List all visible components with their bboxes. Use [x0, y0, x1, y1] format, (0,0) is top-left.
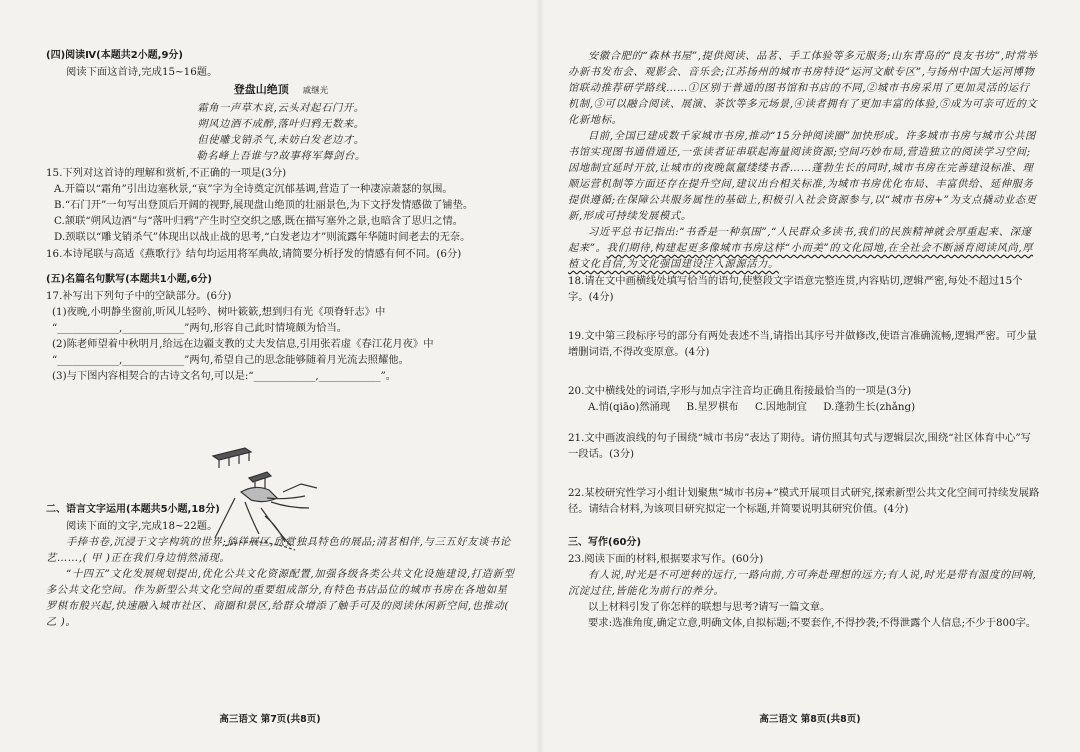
question-17-item-1-blanks: “____________,____________”两句,形容自己此时情境颇为恰当。 — [52, 322, 348, 334]
right-page — [540, 0, 1080, 752]
page-footer-7: 高三语文 第7页(共8页) — [219, 714, 321, 725]
section-5-header: (五)名篇名句默写(本题共1小题,6分) — [46, 274, 212, 285]
section-2-intro: 阅读下面的文字,完成18~22题。 — [66, 520, 218, 532]
question-17-item-3: (3)与下图内容相契合的古诗文名句,可以是:“____________,____________”。 — [52, 370, 397, 382]
question-20-option-b: B.星罗棋布 — [686, 401, 739, 413]
passage-paragraph-2: “十四五”文化发展规划提出,优化公共文化资源配置,加强各级各类公共文化设施建设,打造新型多公共文化空间。作为新型公共文化空间的重要组成部分,有特色书店品位的城市书房在各地如星罗棋布般兴起,快速融入城市社区、商圈和景区,给群众增添了触手可及的阅读休闲新空间,也推动( 乙 )。 — [46, 568, 515, 628]
passage-paragraph-4: 目前,全国已建成数千家城市书房,推动“15分钟阅读圈”加快形成。许多城市书房与城市公共图书馆实现图书通借通还,一张读者证串联起海量阅读资源;空间巧妙布局,营造独立的阅读学习空间;因地制宜延时开放,让城市的夜晚氤氲缕缕书香……蓬勃生长的同时,城市书房在完善建设标准、理顺运营机制等方面还存在提升空间,建议出台相关标准,为城市书房优化布局、丰富供给、延伸服务提供遵循;在保障公共服务属性的基础上,积极引入社会资源参与,以“城市书房+”为支点撬动业态更新,形成可持续发展模式。 — [568, 130, 1037, 222]
question-20-option-c: C.因地制宜 — [754, 401, 807, 413]
passage-paragraph-3: 安徽合肥的“森林书屋”,提供阅读、品茗、手工体验等多元服务;山东青岛的“良友书坊”,时常举办新书发布会、观影会、音乐会;江苏扬州的城市书房特设“运河文献专区”,与扬州中国大运河博物馆联动推荐研学路线……①区别于普通的图书馆和书店的不同,②城市书房采用了更加灵活的运行机制,③可以融合阅读、展演、茶饮等多元场景,④读者拥有了更加丰富的体验,⑤成为可亲可近的文化新地标。 — [568, 50, 1038, 126]
passage-paragraph-1: 手捧书卷,沉浸于文字构筑的世界;徜徉展区,欣赏独具特色的展品;清茗相伴,与三五好友谈书论艺……,( 甲 )正在我们身边悄然涌现。 — [46, 536, 511, 564]
page-footer-8: 高三语文 第8页(共8页) — [759, 714, 861, 725]
question-20-option-a: A.悄(qiāo)然涌现 — [588, 401, 671, 413]
section-4-header: (四)阅读Ⅳ(本题共2小题,9分) — [46, 50, 183, 61]
ink-sketch-illustration — [205, 438, 325, 554]
question-21: 21.文中画波浪线的句子围绕“城市书房”表达了期待。请仿照其句式与逻辑层次,围绕“社区体育中心”写一段话。(3分) — [568, 432, 1031, 460]
question-20-options — [568, 399, 1040, 415]
quote-sentence: 习近平总书记指出:“书香是一种氛围”,“人民群众多读书,我们的民族精神就会厚重起来、深邃起来”。 — [568, 226, 1032, 254]
essay-material: 有人说,时光是不可逆转的远行,一路向前,方可奔赴理想的远方;有人说,时光是带有温度的回响,沉淀过往,皆能化为前行的养分。 — [568, 569, 1037, 597]
question-16: 16.本诗尾联与高适《燕歌行》结句均运用将军典故,请简要分析抒发的情感有何不同。(6分) — [46, 248, 462, 260]
question-20-option-d: D.蓬勃生长(zhǎng) — [823, 401, 916, 413]
poem-author: 戚继光 — [302, 86, 329, 96]
poem-title-line — [46, 82, 516, 99]
section-3-header: 三、写作(60分) — [568, 537, 642, 548]
poem-title: 登盘山绝顶 — [233, 83, 289, 96]
question-15-option-d: D.颈联以“雕戈销杀气”体现出以战止战的思考,“白发老边才”则流露年华随时间老去的无奈。 — [54, 231, 471, 243]
question-17-item-1: (1)夜晚,小明静坐窗前,听风儿轻吟、树叶簌簌,想到归有光《项脊轩志》中 — [52, 306, 386, 318]
pavilion-sketch-icon — [205, 438, 325, 554]
question-22: 22.某校研究性学习小组计划聚焦“城市书房+”模式开展项目式研究,探索新型公共文化空间可持续发展路径。请结合材料,为该项目研究拟定一个标题,并简要说明其研究价值。(4分) — [568, 487, 1040, 515]
essay-requirements: 要求:选准角度,确定立意,明确文体,自拟标题;不要套作,不得抄袭;不得泄露个人信息;不少于800字。 — [588, 617, 1037, 629]
wavy-underlined-sentence: 我们期待,构建起更多像城市书房这样“小而美”的文化园地,在全社会不断涵育阅读风尚,厚植文化自信,为文化强国建设注入源源活力。 — [568, 242, 1034, 270]
question-15-option-c: C.颔联“朔风边酒”与“落叶归鸦”产生时空交织之感,既在描写塞外之景,也暗含了思归之情。 — [54, 215, 464, 227]
question-15-stem: 15.下列对这首诗的理解和赏析,不正确的一项是(3分) — [46, 167, 287, 179]
question-15-option-a: A.开篇以“霜角”引出边塞秋景,“哀”字为全诗奠定沉郁基调,营造了一种凄凉萧瑟的氛围。 — [54, 183, 453, 195]
poem-line: 霜角一声草木哀,云头对起石门开。 — [197, 102, 365, 114]
passage-paragraph-5 — [568, 224, 1040, 272]
question-17-stem: 17.补写出下列句子中的空缺部分。(6分) — [46, 290, 232, 302]
section-4-intro: 阅读下面这首诗,完成15~16题。 — [66, 66, 218, 78]
poem-line: 但使雕戈销杀气,未妨白发老边才。 — [197, 134, 365, 146]
poem-line: 勒名峰上吾谁与?故事将军舞剑台。 — [196, 150, 366, 162]
section-2-header: 二、语言文字运用(本题共5小题,18分) — [46, 504, 220, 515]
poem-line: 朔风边酒不成醉,落叶归鸦无数来。 — [197, 118, 365, 130]
question-23: 23.阅读下面的材料,根据要求写作。(60分) — [568, 553, 764, 565]
question-18: 18.请在文中画横线处填写恰当的语句,使整段文字语意完整连贯,内容贴切,逻辑严密,每处不超过15个字。(4分) — [568, 275, 1023, 303]
question-20-stem: 20.文中横线处的词语,字形与加点字注音均正确且衔接最恰当的一项是(3分) — [568, 385, 912, 397]
question-17-item-2-blanks: “____________,____________”两句,希望自己的思念能够随着月光流去照耀他。 — [52, 354, 409, 366]
essay-prompt: 以上材料引发了你怎样的联想与思考?请写一篇文章。 — [588, 601, 831, 613]
question-19: 19.文中第三段标序号的部分有两处表述不当,请指出其序号并做修改,使语言准确流畅,逻辑严密。可少量增删词语,不得改变原意。(4分) — [568, 330, 1037, 358]
question-17-item-2: (2)陈老师望着中秋明月,给远在边疆支教的丈夫发信息,引用张若虚《春江花月夜》中 — [52, 338, 434, 350]
question-15-option-b: B.“石门开”一句写出登顶后开阔的视野,展现盘山绝顶的壮丽景色,为下文抒发情感做了铺垫。 — [54, 199, 474, 211]
